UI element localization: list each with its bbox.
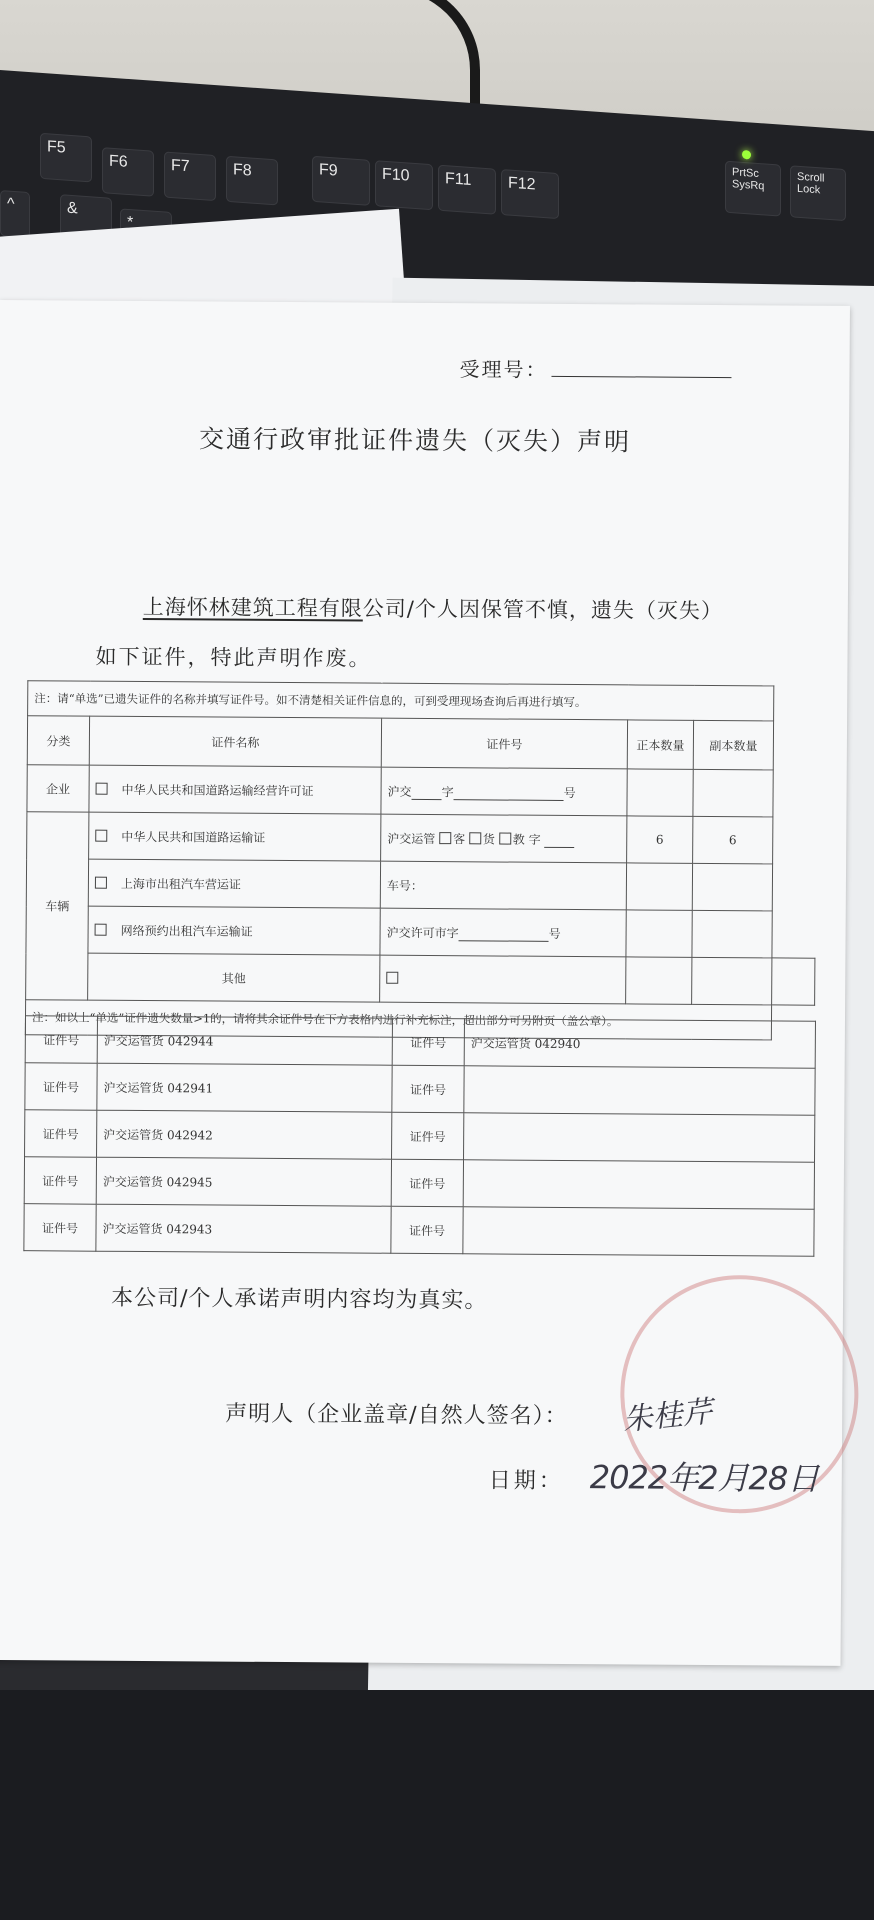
extra-left-value: 沪交运管货 042943	[96, 1204, 391, 1253]
row-copy: 6	[693, 816, 773, 864]
table-row	[25, 1016, 815, 1069]
row-original	[627, 769, 693, 816]
number-prefix: 沪交运管	[387, 831, 436, 846]
lock-label: Lock	[797, 182, 821, 197]
number-suffix: 号	[563, 785, 576, 800]
acceptance-number-label: 受理号：	[459, 357, 548, 382]
extra-right-value: 沪交运管货 042940	[464, 1019, 815, 1068]
checkbox-icon[interactable]	[95, 923, 107, 935]
row-original	[626, 863, 692, 910]
checkbox-icon[interactable]	[386, 972, 398, 984]
row-name	[89, 812, 381, 861]
intro-line-1	[143, 591, 723, 625]
row-name-text: 中华人民共和国道路运输经营许可证	[121, 782, 314, 798]
extra-label: 证件号	[392, 1112, 464, 1160]
key-f7: F7	[164, 151, 216, 201]
form-title: 交通行政审批证件遗失（灭失）声明	[198, 424, 632, 457]
table-row	[26, 906, 815, 959]
checkbox-icon[interactable]	[96, 782, 108, 794]
extra-label: 证件号	[391, 1206, 463, 1254]
row-name	[380, 955, 626, 1004]
company-name: 上海怀林建筑工程有限	[142, 595, 363, 621]
extra-label: 证件号	[25, 1110, 97, 1158]
row-original	[626, 910, 692, 957]
option-teaching: 教 字	[512, 832, 541, 847]
row-number: 车号：	[380, 861, 626, 910]
extra-right-value	[463, 1207, 814, 1256]
extra-left-value: 沪交运管货 042945	[96, 1157, 391, 1206]
row-original: 6	[627, 816, 693, 863]
table-row	[24, 1204, 814, 1257]
key-f9: F9	[312, 156, 370, 206]
row-category: 车辆	[26, 812, 89, 1000]
number-prefix: 沪交	[387, 784, 412, 799]
header-category: 分类	[27, 716, 89, 765]
declaration-form	[0, 300, 850, 1666]
header-number: 证件号	[381, 718, 627, 769]
key-f10: F10	[375, 160, 433, 210]
extra-label: 证件号	[392, 1018, 464, 1066]
extra-numbers-table	[23, 1015, 816, 1257]
table-row	[26, 859, 815, 912]
key-f8: F8	[226, 156, 278, 206]
extra-left-value: 沪交运管货 042941	[97, 1063, 392, 1112]
date-label: 日期：	[488, 1468, 564, 1494]
table-row	[24, 1157, 814, 1210]
scroll-label: Scroll	[797, 170, 825, 185]
table-row	[25, 1063, 815, 1116]
header-name: 证件名称	[89, 716, 381, 767]
checkbox-icon[interactable]	[95, 829, 107, 841]
header-copy: 副本数量	[693, 720, 773, 770]
table-row	[25, 1110, 815, 1163]
sysrq-label: SysRq	[732, 178, 765, 193]
row-copy	[692, 863, 772, 911]
extra-label: 证件号	[25, 1063, 97, 1111]
checkbox-icon[interactable]	[469, 832, 481, 844]
header-original: 正本数量	[627, 720, 693, 769]
extra-left-value: 沪交运管货 042944	[97, 1016, 392, 1065]
blank-line	[412, 798, 442, 799]
row-copy	[772, 958, 815, 1005]
key-scroll-lock	[790, 165, 846, 221]
key-ampersand: &	[60, 194, 112, 244]
key-asterisk: *	[120, 208, 172, 258]
checkbox-icon[interactable]	[499, 832, 511, 844]
key-caret: ^	[0, 190, 30, 238]
row-number	[380, 908, 626, 957]
blank-line	[544, 846, 574, 847]
row-name-text: 上海市出租汽车营运证	[120, 876, 241, 892]
prtsc-label: PrtSc	[732, 166, 759, 181]
number-prefix: 沪交许可市字	[386, 925, 459, 940]
table-row	[27, 765, 816, 818]
extra-label: 证件号	[25, 1016, 97, 1064]
row-number	[381, 814, 627, 863]
extra-label: 证件号	[391, 1159, 463, 1207]
option-cargo: 货	[482, 831, 496, 846]
number-mid: 字	[441, 784, 454, 799]
key-f5: F5	[40, 133, 92, 183]
row-copy	[693, 769, 773, 817]
row-category: 企业	[27, 765, 89, 812]
acceptance-number-line	[551, 376, 731, 378]
intro-rest: 公司/个人因保管不慎，遗失（灭失）	[362, 596, 724, 624]
row-name	[88, 859, 380, 908]
indicator-led-icon	[742, 150, 751, 160]
row-number	[381, 767, 627, 816]
key-f6: F6	[102, 147, 154, 197]
checkbox-icon[interactable]	[95, 876, 107, 888]
note-top: 注：请“单选”已遗失证件的名称并填写证件号。如不清楚相关证件信息的，可到受理现场查询后再进行填写。	[28, 681, 774, 721]
commitment-statement: 本公司/个人承诺声明内容均为真实。	[110, 1285, 488, 1314]
checkbox-icon[interactable]	[439, 832, 451, 844]
note-bottom: 注：如以上“单选”证件遗失数量>1的，请将其余证件号在下方表格内进行补充标注，超出部分可另附页（盖公章）。	[25, 1000, 771, 1040]
row-name-text: 网络预约出租汽车运输证	[120, 923, 253, 939]
row-name	[89, 765, 381, 814]
row-category: 其他	[88, 953, 380, 1002]
row-name	[88, 906, 380, 955]
row-name-text: 中华人民共和国道路运输证	[121, 829, 266, 845]
extra-right-value	[463, 1160, 814, 1209]
row-original	[692, 957, 772, 1005]
blank-line	[454, 799, 564, 801]
table-row	[26, 953, 815, 1006]
extra-right-value	[464, 1066, 815, 1115]
certificate-table	[25, 680, 817, 1041]
extra-right-value	[464, 1113, 815, 1162]
key-f11: F11	[438, 165, 496, 215]
handwritten-date: 2022年2月28日	[589, 1458, 819, 1498]
key-f12: F12	[501, 169, 559, 219]
option-passenger: 客	[453, 831, 466, 846]
declarant-label: 声明人（企业盖章/自然人签名）：	[225, 1401, 568, 1429]
handwritten-signature: 朱桂芹	[621, 1394, 715, 1438]
number-suffix: 号	[548, 926, 561, 941]
blank-line	[459, 940, 549, 942]
extra-left-value: 沪交运管货 042942	[97, 1110, 392, 1159]
extra-label: 证件号	[392, 1065, 464, 1113]
table-surface	[0, 1690, 874, 1920]
row-copy	[692, 910, 772, 958]
row-number	[626, 957, 692, 1004]
extra-label: 证件号	[24, 1204, 96, 1252]
key-prtsc	[725, 161, 781, 217]
intro-line-2: 如下证件，特此声明作废。	[95, 644, 372, 671]
table-row	[27, 812, 816, 865]
extra-label: 证件号	[24, 1157, 96, 1205]
